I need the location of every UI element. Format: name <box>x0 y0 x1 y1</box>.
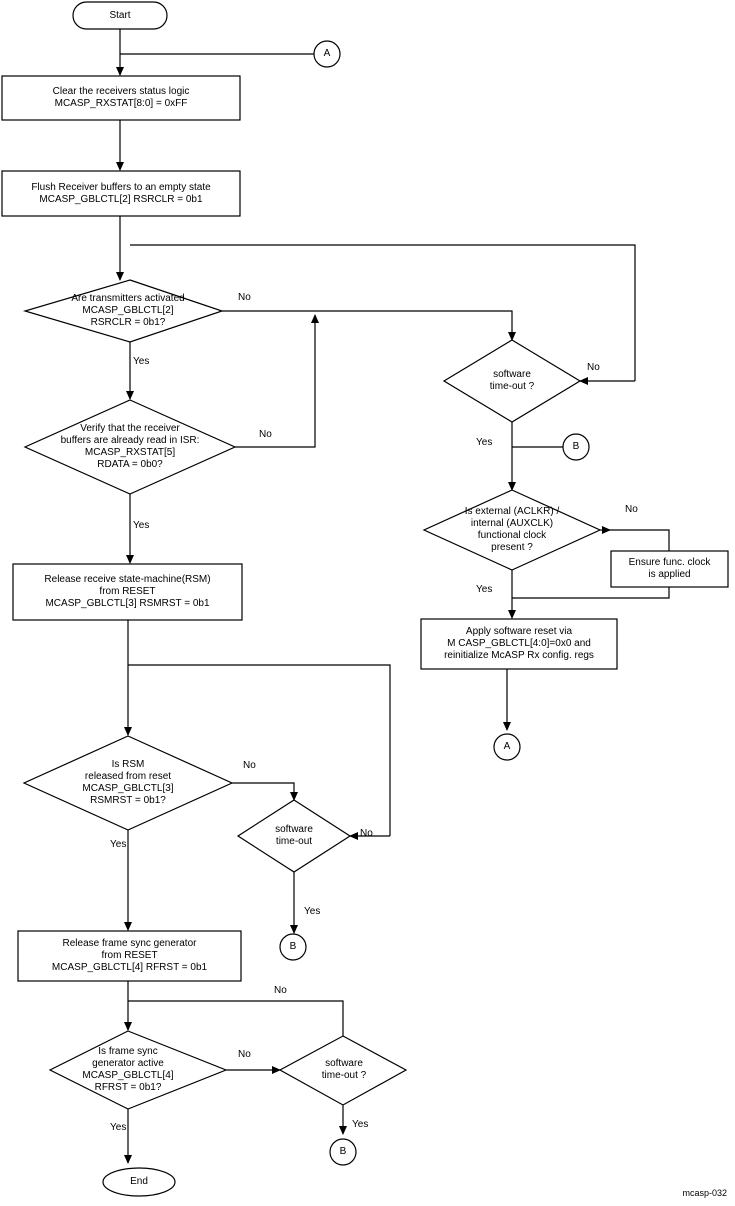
edge-label-rsm-yes: Yes <box>110 839 127 850</box>
connector-b-rsm-label: B <box>289 941 297 952</box>
start-terminal-shape <box>73 2 167 29</box>
is-rsm-released-shape <box>24 736 232 830</box>
start-terminal-label: Start <box>109 9 131 21</box>
edge-label-fsync-yes: Yes <box>110 1122 127 1133</box>
connector-a-top-shape <box>314 41 340 67</box>
apply-software-reset-shape <box>421 619 617 669</box>
figure-caption: mcasp-032 <box>682 1188 727 1198</box>
software-timeout-2-label: software time-out <box>275 824 313 847</box>
ensure-func-clock-label: Ensure func. clock is applied <box>628 557 711 580</box>
edge-label-timeout1-yes: Yes <box>476 437 493 448</box>
end-terminal-label: End <box>130 1176 148 1187</box>
edge-label-transmitters-yes: Yes <box>133 356 150 367</box>
release-rsm-label: Release receive state-machine(RSM) from RESET MCASP_GBLCTL[3] RSMRST = 0b1 <box>44 574 211 609</box>
clear-rx-status-shape <box>2 76 240 120</box>
is-rsm-released-label: Is RSM released from reset MCASP_GBLCTL[3] RSMRST = 0b1? <box>82 759 174 806</box>
edge-label-clock-no: No <box>625 504 638 515</box>
software-timeout-1-shape <box>444 340 580 422</box>
edge-label-timeout1-no: No <box>587 362 600 373</box>
edge-label-timeout3-yes: Yes <box>352 1119 369 1130</box>
release-rsm-shape <box>13 564 242 620</box>
connector-b-fsync-shape <box>330 1139 356 1165</box>
external-clock-present-label: Is external (ACLKR) / internal (AUXCLK) functional clock present ? <box>464 506 560 553</box>
is-frame-sync-active-shape <box>50 1031 226 1109</box>
software-timeout-3-label: software time-out ? <box>321 1058 367 1081</box>
connector-b-mid-shape <box>563 434 589 460</box>
connector-b-mid-label: B <box>572 441 580 452</box>
connector-b-rsm-shape <box>280 934 306 960</box>
connector-b-fsync-label: B <box>339 1146 347 1157</box>
software-timeout-2-shape <box>238 800 350 872</box>
is-frame-sync-active-label: Is frame sync generator active MCASP_GBLCTL[4] RFRST = 0b1? <box>82 1046 174 1093</box>
are-transmitters-activated-shape <box>25 280 222 342</box>
edge-label-transmitters-no: No <box>238 292 251 303</box>
edge-label-timeout2-no: No <box>360 828 373 839</box>
software-timeout-1-label: software time-out ? <box>489 369 535 392</box>
end-terminal-shape <box>103 1168 175 1196</box>
are-transmitters-activated-label: Are transmitters activated MCASP_GBLCTL[2] RSRCLR = 0b1? <box>71 293 185 328</box>
clear-rx-status-label: Clear the receivers status logic MCASP_RXSTAT[8:0] = 0xFF <box>52 86 190 109</box>
edge-label-verify-no: No <box>259 429 272 440</box>
software-timeout-3-shape <box>280 1036 406 1105</box>
edge-label-timeout3-no: No <box>274 985 287 996</box>
edge-label-rsm-no: No <box>243 760 256 771</box>
connector-a-top-label: A <box>323 48 331 59</box>
connector-a-bottom-shape <box>494 734 520 760</box>
release-frame-sync-label: Release frame sync generator from RESET MCASP_GBLCTL[4] RFRST = 0b1 <box>51 938 208 973</box>
ensure-func-clock-shape <box>611 551 728 587</box>
flush-rx-buffers-shape <box>2 171 240 216</box>
edge-label-clock-yes: Yes <box>476 584 493 595</box>
edge-label-timeout2-yes: Yes <box>304 906 321 917</box>
verify-rx-buffers-read-label: Verify that the receiver buffers are already read in ISR: MCASP_RXSTAT[5] RDATA = 0b0? <box>60 423 200 470</box>
external-clock-present-shape <box>424 490 600 570</box>
verify-rx-buffers-shape <box>25 400 235 494</box>
flush-rx-buffers-label: Flush Receiver buffers to an empty state MCASP_GBLCTL[2] RSRCLR = 0b1 <box>31 181 211 205</box>
connector-a-bottom-label: A <box>503 741 511 752</box>
edge-label-fsync-no: No <box>238 1049 251 1060</box>
apply-software-reset-label: Apply software reset via M CASP_GBLCTL[4:0]=0x0 and reinitialize McASP Rx config. regs <box>444 626 594 661</box>
release-frame-sync-shape <box>18 931 241 981</box>
edge-label-verify-yes: Yes <box>133 520 150 531</box>
